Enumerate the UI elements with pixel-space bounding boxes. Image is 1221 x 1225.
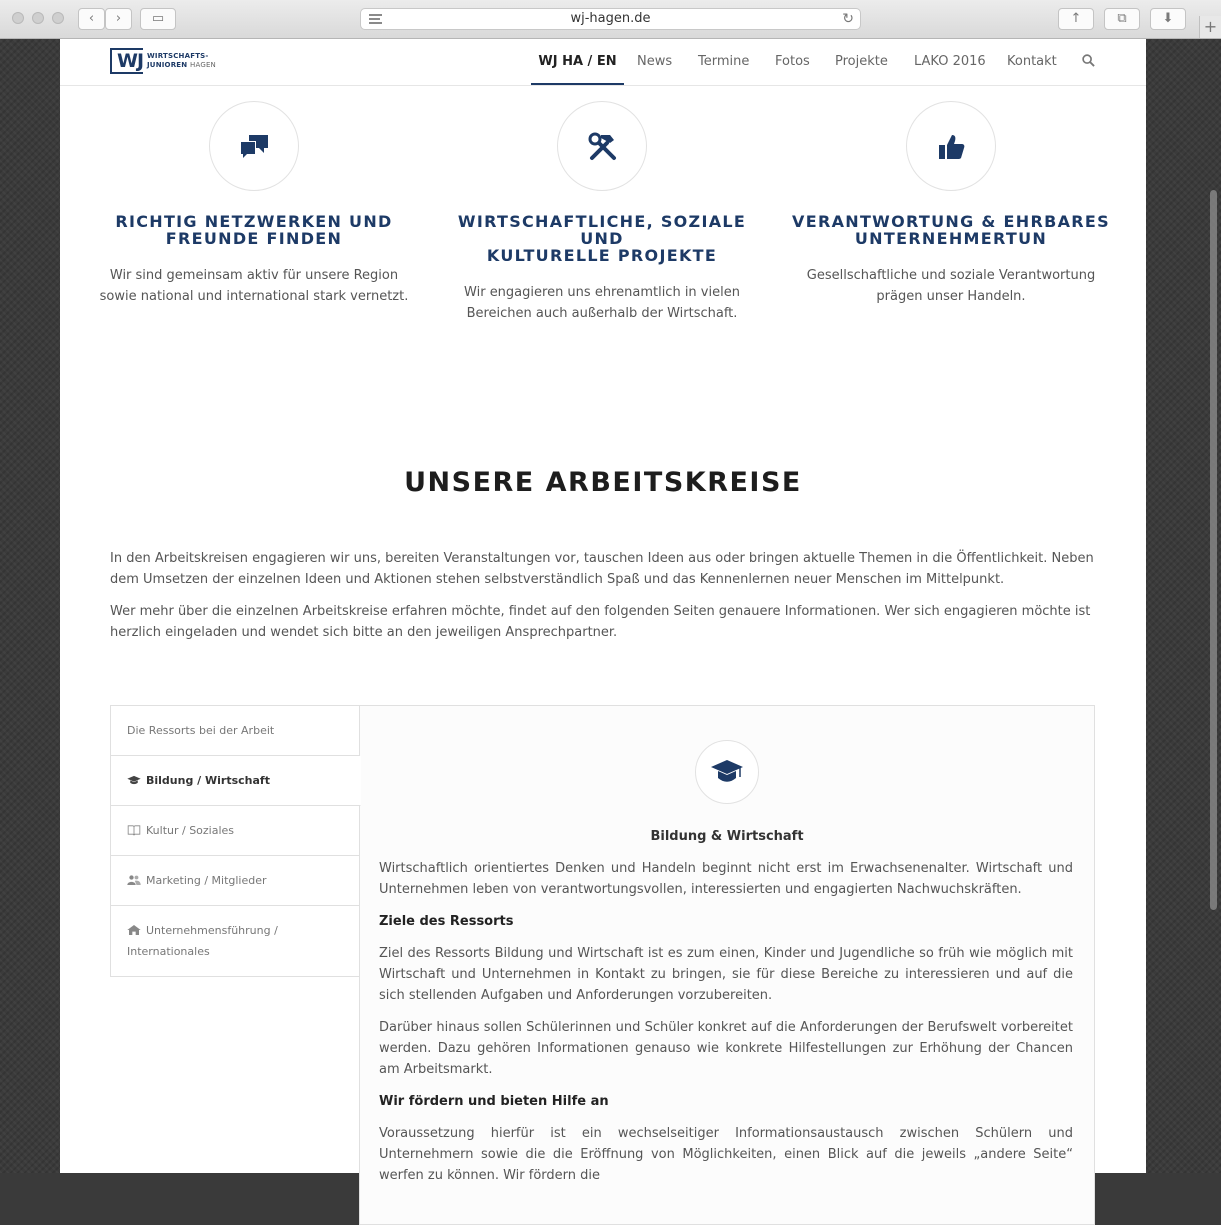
minimize-window-button[interactable] bbox=[32, 12, 44, 24]
feature-text: Gesellschaftliche und soziale Verantwortung prägen unser Handeln. bbox=[806, 268, 1096, 304]
panel-paragraph: Darüber hinaus sollen Schülerinnen und Schüler konkret auf die Anforderungen der Berufswelt vorbereitet werden. Dazu gehören Informationen genauso wie konkrete Hilfestellungen zur Erhöhung der Chancen am Arbeitsmarkt. bbox=[379, 1020, 1073, 1077]
tab-kultur-soziales[interactable] bbox=[110, 806, 360, 856]
tab-label: Bildung / Wirtschaft bbox=[146, 774, 270, 787]
graduation-cap-icon bbox=[127, 775, 141, 785]
back-button[interactable] bbox=[78, 8, 105, 30]
tab-ressorts-overview[interactable] bbox=[110, 705, 360, 756]
panel-icon-circle bbox=[695, 740, 759, 804]
nav-item-kontakt[interactable]: Kontakt bbox=[1007, 54, 1057, 69]
section-intro-2: Wer mehr über die einzelnen Arbeitskreise erfahren möchte, findet auf den folgenden Seiten genauere Informationen. Wer sich engagieren möchte ist herzlich eingeladen und wendet sich bitte an den jeweiligen Ansprechpartner. bbox=[110, 604, 1091, 640]
feature-title: VERANTWORTUNG & EHRBARES UNTERNEHMERTUN bbox=[792, 212, 1110, 248]
nav-item-fotos[interactable]: Fotos bbox=[775, 54, 810, 69]
scrollbar[interactable] bbox=[1210, 190, 1217, 910]
nav-item-projekte[interactable]: Projekte bbox=[835, 54, 888, 69]
tab-label: Marketing / Mitglieder bbox=[146, 874, 267, 887]
zoom-window-button[interactable] bbox=[52, 12, 64, 24]
tabs-overview-button[interactable] bbox=[1104, 8, 1140, 30]
graduation-cap-icon bbox=[711, 759, 743, 785]
tab-content-panel bbox=[359, 705, 1095, 1225]
panel-paragraph: Ziel des Ressorts Bildung und Wirtschaft ist es zum einen, Kinder und Jugendliche so früh wie möglich mit Wirtschaft und Unternehmen in Kontakt zu bringen, sie für diese Bereiche zu interessieren und auf die sich stellenden Aufgaben und Anforderungen vorzubereiten. bbox=[379, 946, 1073, 1003]
nav-item-termine[interactable]: Termine bbox=[698, 54, 750, 69]
section-intro-1: In den Arbeitskreisen engagieren wir uns, bereiten Veranstaltungen vor, tauschen Ideen aus oder bringen aktuelle Themen in die Öffentlichkeit. Neben dem Umsetzen der einzelnen Ideen und Aktionen stehen selbstverständlich Spaß und das Kennenlernen neuer Menschen im Mittelpunkt. bbox=[110, 551, 1094, 587]
thumbs-up-icon bbox=[936, 131, 968, 163]
chevron-left-icon: ‹ bbox=[88, 11, 95, 26]
search-icon[interactable] bbox=[1082, 54, 1095, 67]
logo-text-line2: JUNIOREN HAGEN bbox=[147, 61, 216, 69]
tab-marketing-mitglieder[interactable] bbox=[110, 856, 360, 906]
panel-paragraph: Wirtschaftlich orientiertes Denken und Handeln beginnt nicht erst im Erwachsenenalter. Wirtschaft und Unternehmen leben von verantwortungsvollen, interessierten und engagierten Nachwuchskräften. bbox=[379, 861, 1073, 897]
logo-text-line1: WIRTSCHAFTS- bbox=[147, 52, 209, 60]
panel-title: Bildung & Wirtschaft bbox=[650, 829, 804, 844]
web-page bbox=[60, 39, 1146, 1183]
tabs-icon: ⧉ bbox=[1117, 11, 1127, 26]
feature-title: WIRTSCHAFTLICHE, SOZIALE UND KULTURELLE PROJEKTE bbox=[457, 212, 747, 265]
feature-text: Wir sind gemeinsam aktiv für unsere Region sowie national und international stark vernetzt. bbox=[99, 268, 409, 304]
feature-text: Wir engagieren uns ehrenamtlich in vielen Bereichen auch außerhalb der Wirtschaft. bbox=[464, 285, 740, 321]
section-title: UNSERE ARBEITSKREISE bbox=[404, 467, 802, 498]
feature-icon-circle bbox=[209, 101, 299, 191]
hammer-wrench-icon bbox=[587, 131, 619, 163]
nav-item-lako-2016[interactable]: LAKO 2016 bbox=[914, 54, 986, 69]
nav-item-news[interactable]: News bbox=[637, 54, 673, 69]
ressort-tabs bbox=[110, 705, 360, 977]
home-icon bbox=[127, 925, 141, 935]
plus-icon: + bbox=[1203, 17, 1218, 36]
tab-label: Die Ressorts bei der Arbeit bbox=[127, 724, 275, 737]
feature-icon-circle bbox=[906, 101, 996, 191]
feature-projects bbox=[442, 101, 762, 324]
share-icon: ↑ bbox=[1070, 11, 1082, 26]
feature-responsibility bbox=[791, 101, 1111, 307]
users-icon bbox=[127, 875, 141, 885]
main-nav bbox=[60, 39, 1146, 85]
chat-bubbles-icon bbox=[239, 131, 271, 163]
panel-body bbox=[379, 858, 1073, 1197]
share-button[interactable] bbox=[1058, 8, 1094, 30]
reload-icon[interactable]: ↻ bbox=[842, 11, 854, 27]
feature-title: RICHTIG NETZWERKEN UND FREUNDE FINDEN bbox=[115, 212, 393, 248]
feature-icon-circle bbox=[557, 101, 647, 191]
sidebar-icon: ▭ bbox=[151, 11, 165, 26]
panel-paragraph: Voraussetzung hierfür ist ein wechselseitiger Informationsaustausch zwischen Schülern und Unternehmern sowie die die Eröffnung von Möglichkeiten, einen Blick auf die jeweils „andere Seite“ werfen zu können. Wir fördern die bbox=[379, 1126, 1073, 1183]
url-text: wj-hagen.de bbox=[570, 11, 651, 26]
site-header bbox=[60, 39, 1146, 86]
nav-item-wj-ha-en[interactable]: WJ HA / EN bbox=[531, 39, 624, 85]
download-icon: ⬇ bbox=[1162, 11, 1174, 26]
logo-mark: WJ bbox=[110, 48, 143, 74]
panel-subheading: Ziele des Ressorts bbox=[379, 914, 514, 929]
new-tab-button[interactable] bbox=[1199, 16, 1221, 38]
sidebar-toggle-button[interactable] bbox=[140, 8, 176, 30]
tab-bildung-wirtschaft[interactable] bbox=[110, 756, 361, 806]
panel-subheading: Wir fördern und bieten Hilfe an bbox=[379, 1094, 609, 1109]
tab-unternehmensfuehrung[interactable] bbox=[110, 906, 360, 977]
chevron-right-icon: › bbox=[115, 11, 122, 26]
forward-button[interactable] bbox=[105, 8, 132, 30]
tab-label: Kultur / Soziales bbox=[146, 824, 235, 837]
reader-icon bbox=[369, 14, 382, 24]
address-bar[interactable] bbox=[360, 8, 861, 30]
close-window-button[interactable] bbox=[12, 12, 24, 24]
tab-label: Unternehmensführung / Internationales bbox=[127, 924, 278, 958]
downloads-button[interactable] bbox=[1150, 8, 1186, 30]
book-icon bbox=[127, 825, 141, 835]
feature-networking bbox=[94, 101, 414, 307]
browser-toolbar bbox=[0, 0, 1221, 39]
